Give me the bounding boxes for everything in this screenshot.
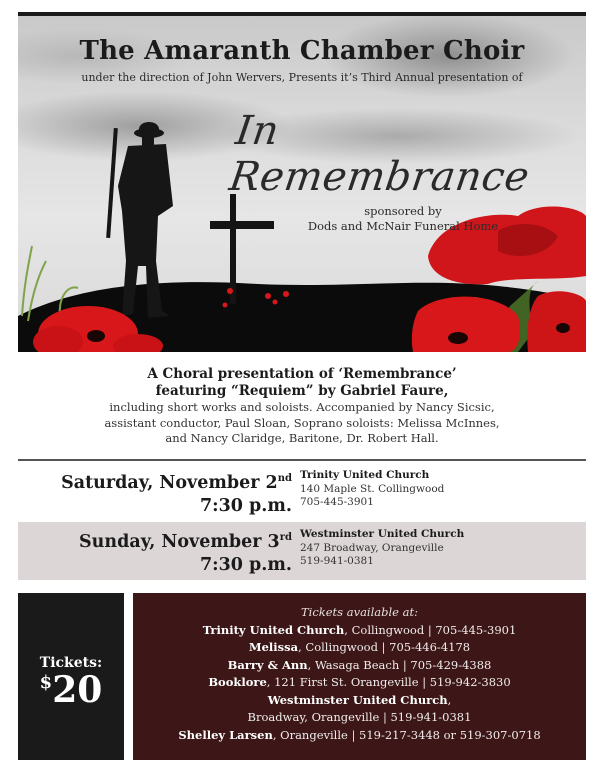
ticket-price-amount: [18, 669, 124, 711]
outlet-item: [133, 727, 586, 745]
outlet-name: Melissa: [248, 640, 299, 654]
ticket-price-label: Tickets:: [39, 655, 103, 671]
outlet-detail: , Orangeville | 519-217-3448 or 519-307-0718: [272, 727, 541, 742]
outlet-item: [133, 674, 586, 692]
event-day-suffix: nd: [277, 473, 292, 484]
event-row-saturday: [18, 463, 586, 521]
ticket-price-box: [18, 593, 124, 760]
event-title: In Remembrance: [226, 108, 533, 200]
ticket-outlets-box: [133, 593, 586, 760]
outlet-detail: , 121 First St. Orangeville | 519-942-3830: [266, 675, 511, 689]
outlet-name: Barry & Ann: [227, 657, 308, 672]
program-description: [18, 366, 586, 447]
outlet-detail: , Collingwood | 705-445-3901: [344, 622, 517, 637]
outlet-item: [133, 639, 586, 657]
event-date-time: [61, 467, 292, 518]
description-headline-1: A Choral presentation of ‘Remembrance’: [147, 366, 457, 382]
price-value: 20: [52, 669, 103, 711]
venue-info: [300, 528, 464, 569]
venue-name: Westminster United Church: [300, 528, 465, 540]
venue-address: 140 Maple St. Collingwood: [300, 482, 445, 495]
section-divider: [18, 459, 586, 461]
event-day: Saturday, November 2: [61, 473, 278, 493]
outlet-name: Shelley Larsen: [178, 727, 273, 742]
outlet-item: [133, 692, 586, 710]
event-day: Sunday, November 3: [79, 532, 280, 552]
venue-phone: 705-445-3901: [300, 496, 374, 508]
event-date-time: [79, 526, 292, 577]
hero-banner: [18, 16, 586, 352]
venue-phone: 519-941-0381: [300, 555, 374, 567]
outlet-detail: Broadway, Orangeville | 519-941-0381: [247, 710, 472, 724]
venue-address: 247 Broadway, Orangeville: [300, 541, 444, 554]
description-body-1: including short works and soloists. Accompanied by Nancy Sicsic,: [109, 400, 495, 414]
sponsor-label: sponsored by: [364, 204, 442, 218]
outlet-name: Booklore: [208, 675, 267, 689]
description-body-2: assistant conductor, Paul Sloan, Soprano soloists: Melissa McInnes,: [104, 415, 500, 430]
venue-name: Trinity United Church: [300, 469, 430, 481]
outlet-detail: ,: [447, 692, 452, 707]
sponsor-name: Dods and McNair Funeral Home: [307, 219, 499, 233]
outlet-detail: , Wasaga Beach | 705-429-4388: [307, 657, 492, 672]
event-time: 7:30 p.m.: [199, 555, 292, 575]
event-time: 7:30 p.m.: [199, 496, 292, 516]
currency-symbol: $: [39, 672, 53, 693]
choir-subtitle: under the direction of John Wervers, Presents it’s Third Annual presentation of: [81, 71, 523, 84]
choir-title: The Amaranth Chamber Choir: [79, 36, 525, 66]
sponsor-block: [283, 204, 523, 234]
description-headline-2: featuring “Requiem” by Gabriel Faure,: [155, 383, 449, 399]
event-row-sunday: [18, 522, 586, 580]
outlet-item: [133, 709, 586, 727]
outlet-name: Westminster United Church: [267, 692, 448, 707]
description-body-3: and Nancy Claridge, Baritone, Dr. Robert Hall.: [165, 431, 439, 445]
outlet-name: Trinity United Church: [202, 622, 345, 637]
outlets-heading: Tickets available at:: [300, 605, 419, 619]
venue-info: [300, 469, 444, 510]
event-day-suffix: rd: [279, 532, 292, 543]
outlet-item: [133, 622, 586, 640]
outlet-item: [133, 657, 586, 675]
outlet-detail: , Collingwood | 705-446-4178: [298, 640, 471, 654]
